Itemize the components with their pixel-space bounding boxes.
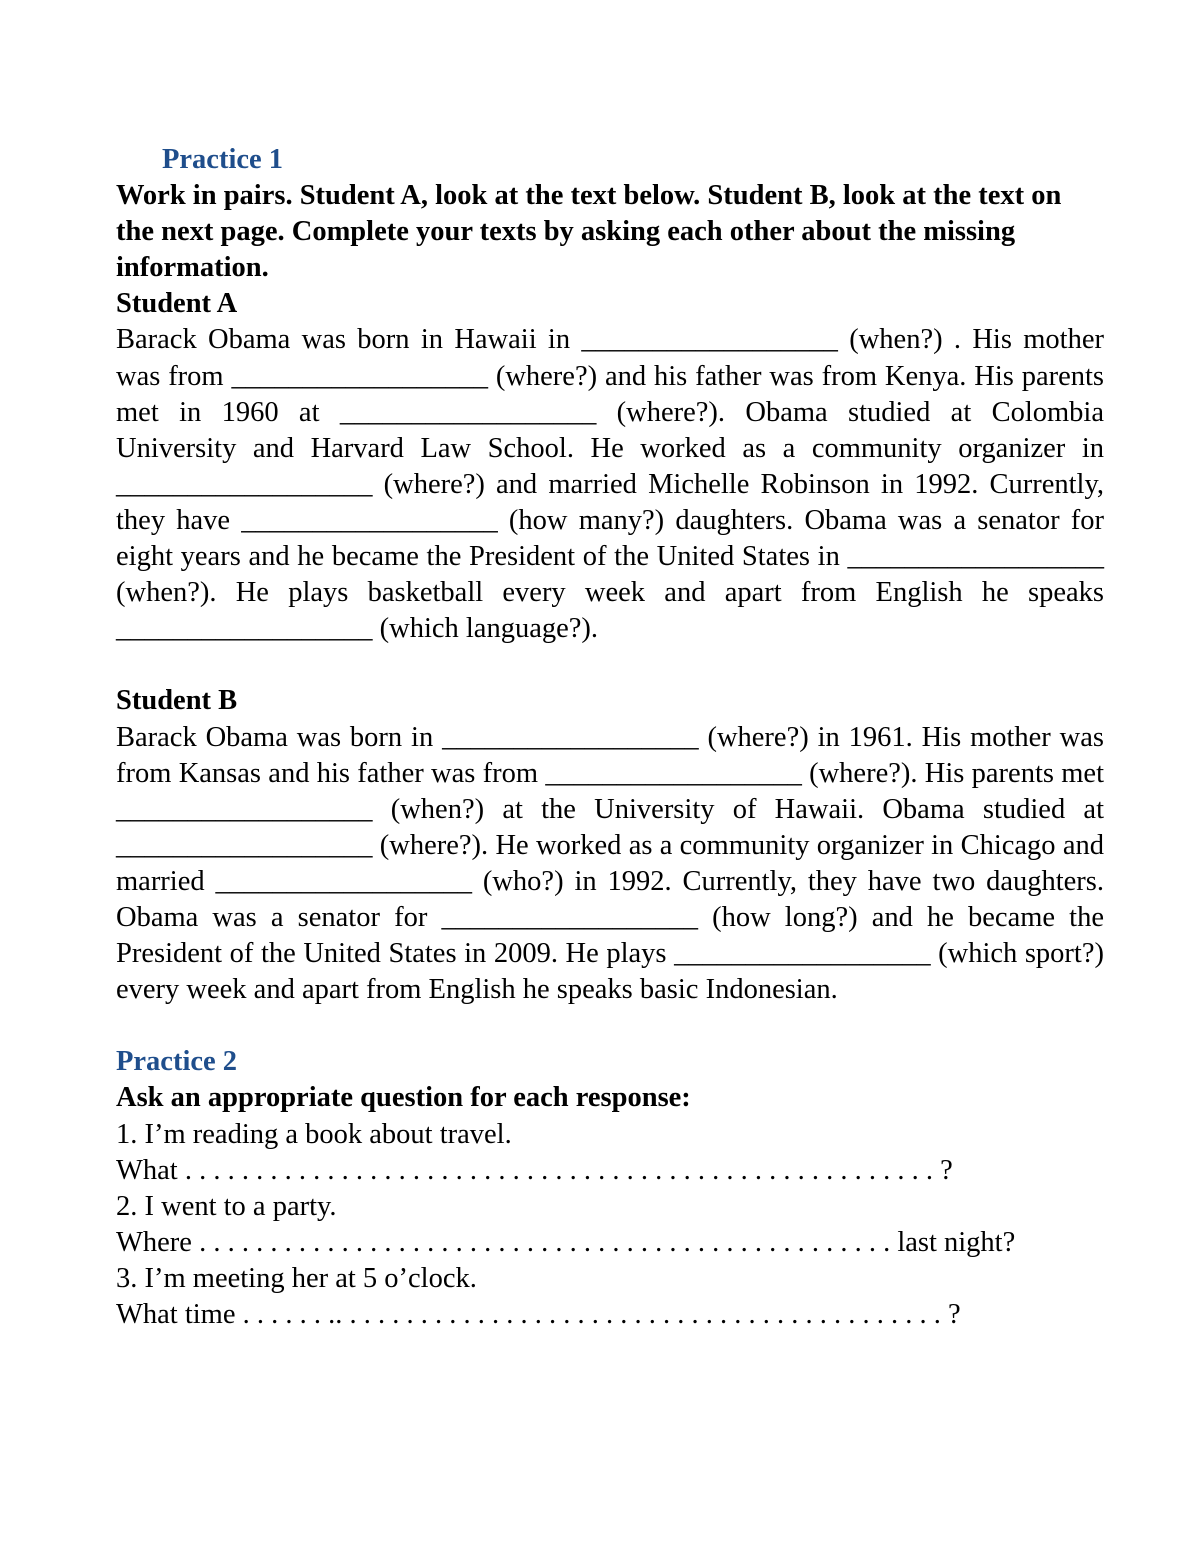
question-1: What . . . . . . . . . . . . . . . . . . . . . . . . . . . . . . . . . . . . . . . . . . . . . . . . . . . . . ? bbox=[116, 1154, 953, 1186]
practice-1-instructions: Work in pairs. Student A, look at the text below. Student B, look at the text on the next page. Complete your texts by asking each other about the missing information. bbox=[116, 180, 1062, 284]
worksheet-page bbox=[116, 142, 1104, 1333]
question-2: Where . . . . . . . . . . . . . . . . . . . . . . . . . . . . . . . . . . . . . . . . . . . . . . . . . last night? bbox=[116, 1226, 1016, 1258]
response-1: 1. I’m reading a book about travel. bbox=[116, 1118, 512, 1150]
student-a-text: Barack Obama was born in Hawaii in __________________ (when?) . His mother was from __________________ (where?) and his father was from Kenya. His parents met in 1960 at __________________ (where?). Obama studied at Colombia University and Harvard Law School. He worked as a community organizer in __________________ (where?) and married Michelle Robinson in 1992. Currently, they have __________________ (how many?) daughters. Obama was a senator for eight years and he became the President of the United States in __________________ (when?). He plays basketball every week and apart from English he speaks __________________ (which language?). bbox=[116, 324, 1104, 645]
student-a-label: Student A bbox=[116, 288, 238, 320]
practice-1-title: Practice 1 bbox=[162, 144, 284, 175]
question-3: What time . . . . . . .. . . . . . . . . . . . . . . . . . . . . . . . . . . . . . . . . . . . . . . . . . . ? bbox=[116, 1299, 961, 1330]
student-b-text: Barack Obama was born in __________________ (where?) in 1961. His mother was from Kansas and his father was from __________________ (where?). His parents met __________________ (when?) at the University of Hawaii. Obama studied at __________________ (where?). He worked as a community organizer in Chicago and married __________________ (who?) in 1992. Currently, they have two daughters. Obama was a senator for __________________ (how long?) and he became the President of the United States in 2009. He plays __________________ (which sport?) every week and apart from English he speaks basic Indonesian. bbox=[116, 721, 1104, 1006]
spacer bbox=[116, 647, 1104, 683]
spacer bbox=[116, 1008, 1104, 1044]
practice-2-title: Practice 2 bbox=[116, 1046, 238, 1078]
practice-2-instructions: Ask an appropriate question for each response: bbox=[116, 1082, 691, 1114]
student-b-label: Student B bbox=[116, 685, 238, 717]
response-2: 2. I went to a party. bbox=[116, 1190, 337, 1222]
response-3: 3. I’m meeting her at 5 o’clock. bbox=[116, 1262, 477, 1294]
